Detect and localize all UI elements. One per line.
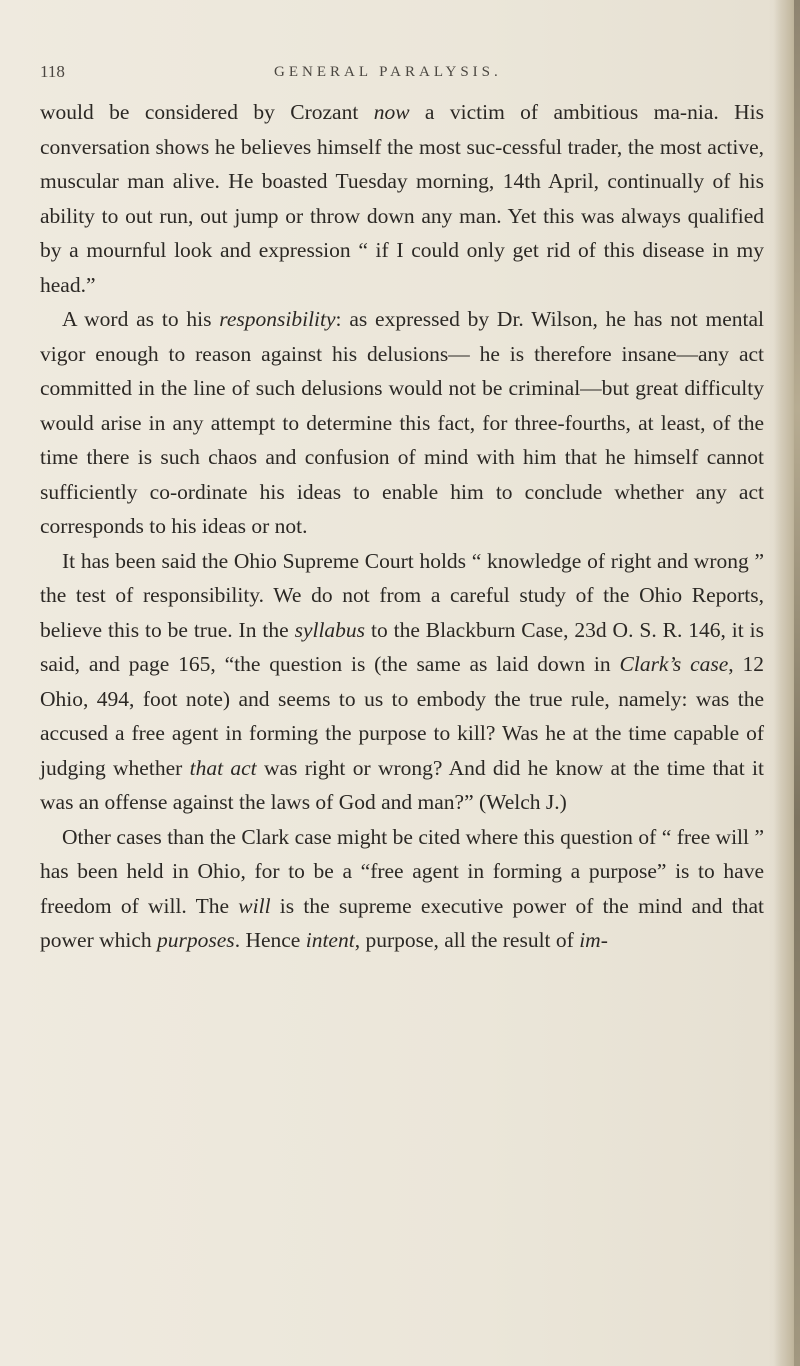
page-header	[40, 62, 760, 88]
italic-text: syllabus	[294, 617, 366, 642]
italic-text: Clark’s case	[619, 652, 729, 676]
text-run: was right or wrong? And did he know at the time that it was an offense against the laws of God and man?” (Welch J.)	[40, 755, 764, 814]
italic-text: that act	[189, 755, 257, 780]
text-run: Other cases than the Clark case might be cited where this question of “ free will ” has been held in Ohio, for to be a “free agent in forming a purpose” is to have freedom of will. The	[40, 824, 764, 918]
italic-text: will	[238, 893, 271, 918]
text-run: A word as to his	[62, 307, 220, 331]
italic-text: responsibility	[219, 307, 336, 331]
text-run: is the supreme executive power of the mind and that power which	[40, 893, 764, 952]
text-run: a victim of ambitious ma-nia. His conversation shows he believes himself the most suc-cessful trader, the most active, muscular man alive. He boasted Tuesday morning, 14th April, continually of his ability to out run, out jump or throw down any man. Yet this was always qualified by a mournful look and expression “ if I could only get rid of this disease in my head.”	[40, 100, 764, 297]
text-run: It has been said the Ohio Supreme Court holds “ knowledge of right and wrong ” the test of responsibility. We do not from a careful study of the Ohio Reports, believe this to be true. In the	[40, 548, 764, 642]
italic-text: im-	[579, 928, 608, 952]
paragraph-2	[40, 302, 764, 544]
italic-text: now	[373, 100, 410, 124]
running-head: GENERAL PARALYSIS.	[274, 64, 502, 80]
text-run: . Hence	[234, 928, 306, 952]
text-run: , purpose, all the result of	[354, 928, 580, 952]
paragraph-3	[40, 544, 764, 820]
text-run: to the Blackburn Case, 23d O. S. R. 146, it is said, and page 165, “the question is (the same as laid down in	[40, 617, 765, 676]
binding-shadow	[794, 0, 800, 1366]
text-run: would be considered by Crozant	[40, 100, 374, 124]
page-number: 118	[40, 62, 65, 81]
body-text	[40, 95, 764, 958]
text-run: , 12 Ohio, 494, foot note) and seems to us to embody the true rule, namely: was the accused a free agent in forming the purpose to kill? Was he at the time capable of judging whether	[40, 652, 764, 780]
text-run: : as expressed by Dr. Wilson, he has not mental vigor enough to reason against his delusions— he is therefore insane—any act committed in the line of such delusions would not be criminal—but great difficulty would arise in any attempt to determine this fact, for three-fourths, at least, of the time there is such chaos and confusion of mind with him that he himself cannot sufficiently co-ordinate his ideas to enable him to conclude whether any act corresponds to his ideas or not.	[40, 307, 764, 538]
paragraph-4	[40, 820, 764, 958]
italic-text: purposes	[157, 928, 235, 952]
paragraph-1	[40, 95, 764, 302]
italic-text: intent	[305, 928, 355, 952]
